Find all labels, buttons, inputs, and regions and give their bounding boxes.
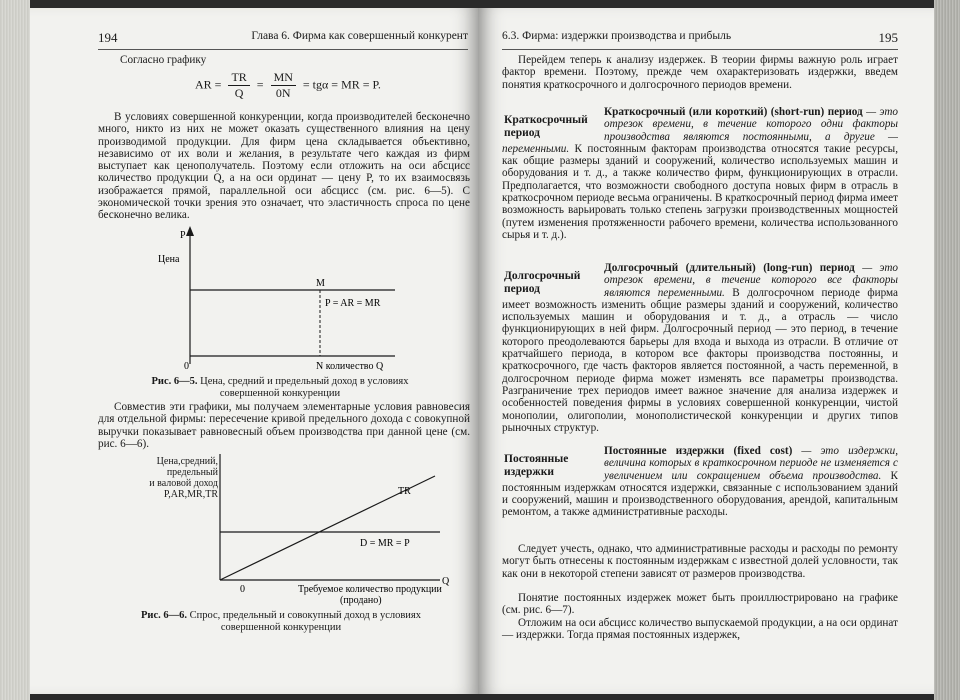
right-page-number: 195 [878, 30, 898, 45]
figure-6-6-caption [126, 610, 436, 634]
fraction-numerator: TR [228, 70, 249, 86]
fig5-y-label: Цена [158, 254, 180, 265]
fraction-denominator: 0N [275, 86, 291, 100]
fig6-y-label-line: предельный [166, 467, 218, 478]
figure-6-5 [150, 226, 410, 376]
left-page [30, 8, 478, 694]
fig5-y-arrow-icon [186, 226, 194, 236]
left-page-number: 194 [98, 30, 118, 45]
fig6-x-label-1: Требуемое количество продукции [298, 584, 442, 595]
fig6-y-label [110, 456, 218, 500]
right-paragraph-next-1: Следует учесть, однако, что административные расходы и расходы по ремонту могут быть отнесены к постоянным издержкам с известной долей условности, так как они в некоторой степени зависят от размеров производства. [502, 543, 898, 580]
book-page-edges-right [934, 0, 960, 700]
short-run-text: К постоянным факторам производства относятся такие ресурсы, как общие размеры зданий и сооружений, количество используемых машин и оборудования и т. д., а также количество фирм, функционирующих в отрасли. Предполагается, что возможности свободного доступа новых фирм в отрасль в краткосрочном периоде весьма ограничены. В краткосрочный период фирма имеет возможность варьировать только степень загрузки производственных мощностей (путем изменения протяженности рабочего времени, количества использованного сырья и т. д.). [502, 142, 899, 241]
book-page-edges-left [0, 0, 30, 700]
fraction-denominator: Q [234, 86, 244, 100]
formula-equals: = [256, 77, 264, 92]
left-paragraph-2: Совместив эти графики, мы получаем элементарные условия равновесия для отдельной фирмы: пересечение кривой предельного дохода с совокупной выручки показывает равновесный объем производства при данной цене (см. рис. 6—6). [98, 401, 470, 450]
formula-rhs: = tgα = MR = P. [302, 77, 381, 92]
fig6-caption-number: Рис. 6—6. [140, 610, 187, 621]
fig6-y-label-line: P,AR,MR,TR [163, 489, 218, 500]
figure-6-6 [210, 452, 450, 612]
fig5-origin: 0 [184, 361, 189, 372]
side-heading-fixed-cost: Постоянные издержки [504, 453, 569, 478]
formula-lhs: AR = [195, 77, 222, 92]
fig5-caption-text: Цена, средний и предельный доход в условиях совершенной конкуренции [200, 376, 409, 399]
short-run-term: Краткосрочный (или короткий) (short-run) период [604, 106, 863, 118]
fixed-cost-definition: — это издержки, величина которых в краткосрочном периоде не изменяется с увеличением или сокращением объема производства. [604, 445, 898, 482]
fig6-d-label: D = MR = P [360, 538, 410, 549]
side-heading-spacer [502, 445, 604, 481]
fixed-cost-text: К постоянным издержкам относятся издержки, связанные с использованием зданий и сооружений, машин и производственного оборудования, арендой, капитальным ремонтом, а также административные расходы. [502, 469, 898, 519]
fig5-x-label: N количество Q [316, 361, 384, 372]
fig5-point-m: M [316, 278, 325, 289]
formula-fraction-tr-q [228, 70, 249, 101]
side-heading-spacer [502, 262, 604, 298]
fig6-y-label-line: Цена,средний, [156, 456, 218, 467]
fig5-caption-number: Рис. 6—5. [151, 376, 198, 387]
revenue-formula [195, 70, 381, 101]
right-paragraph-next-2: Понятие постоянных издержек может быть проиллюстрировано на графике (см. рис. 6—7). [502, 592, 898, 617]
short-run-definition: — это отрезок времени, в течение которого одни факторы производства являются постоянными, а другие — переменными. [502, 106, 899, 155]
right-section-title: 6.3. Фирма: издержки производства и прибыль [502, 30, 732, 42]
fixed-cost-block [502, 445, 898, 519]
short-run-block [502, 106, 898, 241]
long-run-block [502, 262, 898, 434]
figure-6-5-caption [130, 376, 430, 400]
formula-fraction-mn-0n [271, 70, 296, 101]
fig6-x-axis-letter: Q [442, 576, 450, 587]
long-run-term: Долгосрочный (длительный) (long-run) период [604, 262, 855, 274]
right-running-head [502, 30, 898, 50]
long-run-definition: — это отрезок времени, в течение которого все факторы являются переменными. [604, 262, 899, 299]
fixed-cost-term: Постоянные издержки (fixed cost) [604, 445, 793, 457]
side-heading-long-run: Долгосрочный период [504, 270, 581, 295]
fig6-x-label-2: (продано) [340, 595, 382, 606]
fig6-tr-label: TR [398, 486, 411, 497]
right-page [478, 8, 934, 694]
fig5-y-axis-letter: P [180, 230, 186, 241]
left-chapter-title: Глава 6. Фирма как совершенный конкурент [251, 30, 468, 42]
long-run-text: В долгосрочном периоде фирма имеет возможность изменить общие размеры зданий и сооружений, количество используемых машин и оборудования и т. д., а отрасль — число функционирующих в ней фирм. Долгосрочный период — это период, в течение которого преодолеваются барьеры для входа и выхода из отрасли. В отличие от кратчайшего периода, в котором все факторы производства постоянны, и краткосрочного, где часть факторов является постоянной, а часть переменной, в долгосрочном периоде фирма может изменять все параметры производства. Разграничение трех периодов имеет важное значение для анализа издержек и особенностей поведения фирмы в условиях совершенной конкуренции, чистой монополии, олигополии, монополистической конкуренции и других типов рыночных структур. [502, 286, 898, 434]
fig6-caption-text: Спрос, предельный и совокупный доход в условиях совершенной конкуренции [189, 610, 422, 633]
left-running-head [98, 30, 468, 50]
side-heading-short-run: Краткосрочный период [504, 114, 588, 139]
fig5-line-label: P = AR = MR [325, 298, 381, 309]
intro-text: Согласно графику [120, 54, 207, 66]
side-heading-spacer [502, 106, 604, 142]
left-paragraph-1: В условиях совершенной конкуренции, когда производителей бесконечно много, никто из них не может оказать существенного влияния на цену производимой продукции. Для фирм цена складывается объективно, независимо от их воли и желания, в результате чего каждая из фирм выступает как ценополучатель. Поэтому если отложить на оси абсцисс количество продукции Q, а на оси ординат — цену P, то их взаимосвязь изображается прямой, параллельной оси абсцисс (см. рис. 6—5). С экономической точки зрения это означает, что эластичность спроса по цене бесконечно велика. [98, 111, 470, 222]
right-paragraph-next-3: Отложим на оси абсцисс количество выпускаемой продукции, а на оси ординат — издержки. Тогда прямая постоянных издержек, [502, 617, 898, 642]
fig6-origin: 0 [240, 584, 245, 595]
right-paragraph-1: Перейдем теперь к анализу издержек. В теории фирмы важную роль играет фактор времени. Поэтому, прежде чем охарактеризовать издержки, введем понятия краткосрочного и долгосрочного периодов времени. [502, 54, 898, 91]
fraction-numerator: MN [271, 70, 296, 86]
fig6-y-label-line: и валовой доход [149, 478, 218, 489]
